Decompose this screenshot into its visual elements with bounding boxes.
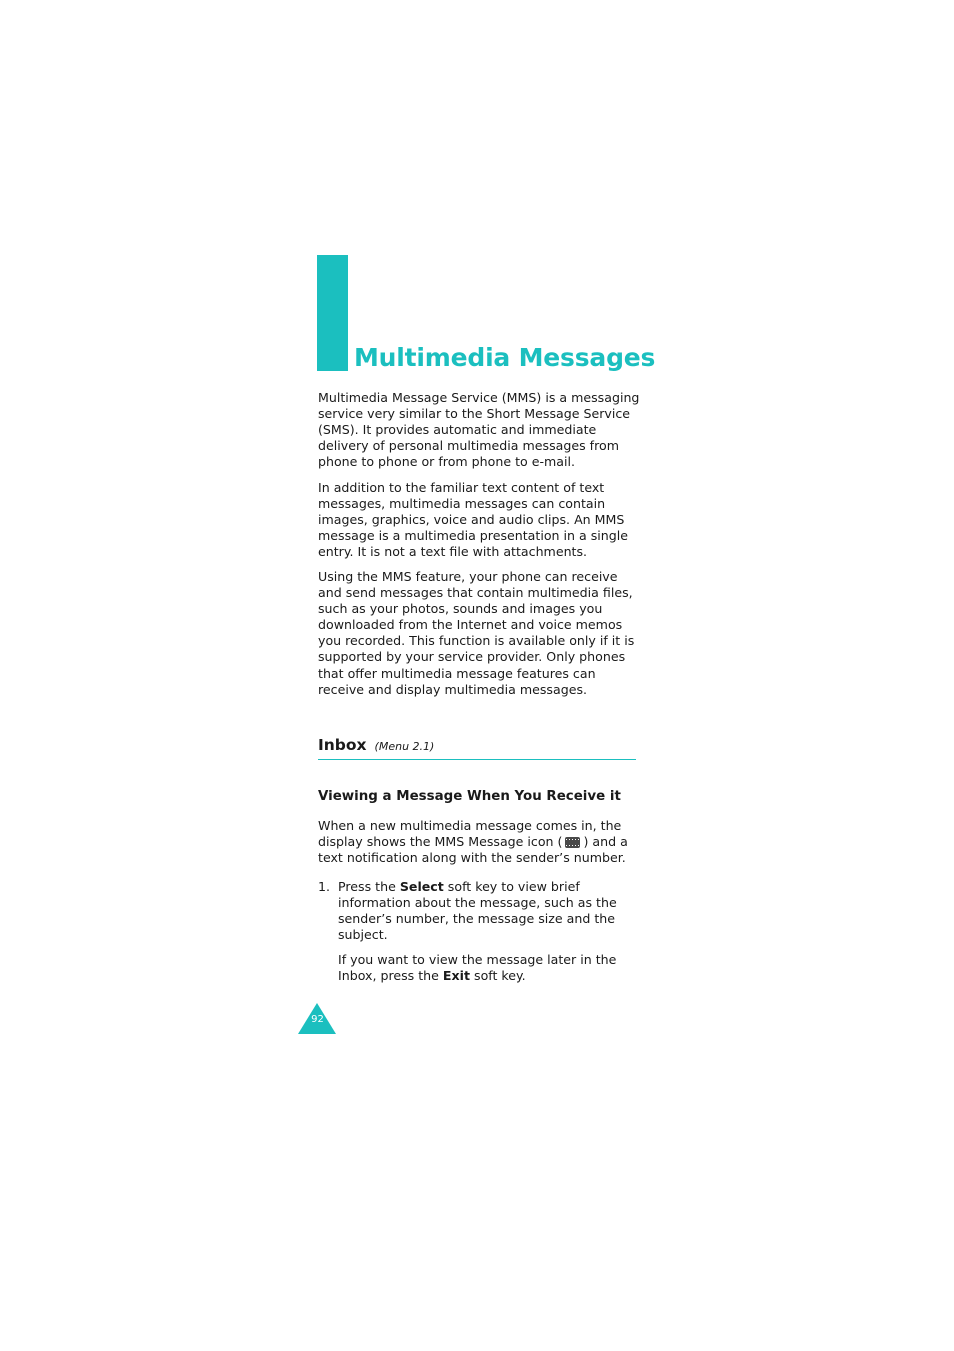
step-1-post: soft key to view brief information about the message, such as the sender’s number, the message size and the subject. <box>338 879 617 943</box>
step-1-note <box>338 952 638 984</box>
mms-message-icon <box>565 837 580 848</box>
intro-paragraph-2: In addition to the familiar text content of text messages, multimedia messages can contain images, graphics, voice and audio clips. An MMS message is a multimedia presentation in a single entry. It is not a text file with attachments. <box>318 480 629 560</box>
page-number: 92 <box>311 1014 324 1025</box>
step-1-note-pre: If you want to view the message later in the Inbox, press the <box>338 952 617 984</box>
receive-paragraph <box>318 818 640 866</box>
page-title: Multimedia Messages <box>354 343 656 372</box>
section-heading: Inbox <box>318 736 367 754</box>
exit-key-label: Exit <box>442 968 470 984</box>
intro-paragraph-3: Using the MMS feature, your phone can receive and send messages that contain multimedia files, such as your photos, sounds and images you downloaded from the Internet and voice memos you recorded. This function is available only if it is supported by your service provider. Only phones that offer multimedia message features can receive and display multimedia messages. <box>318 569 635 697</box>
step-1-note-post: soft key. <box>470 968 526 984</box>
step-number: 1. <box>318 879 331 894</box>
step-1-text <box>338 879 638 943</box>
intro-paragraph-1: Multimedia Message Service (MMS) is a messaging service very similar to the Short Message Service (SMS). It provides automatic and immediate delivery of personal multimedia messages from phone to phone or from phone to e-mail. <box>318 390 640 470</box>
subheading: Viewing a Message When You Receive it <box>318 789 621 804</box>
menu-reference: (Menu 2.1) <box>374 740 435 753</box>
receive-text-end: ) and a text notification along with the sender’s number. <box>318 834 628 866</box>
section-header-inbox <box>318 735 636 760</box>
chapter-accent-bar <box>317 255 348 371</box>
step-1-pre: Press the <box>338 879 400 894</box>
receive-text-start: When a new multimedia message comes in, the display shows the MMS Message icon ( <box>318 818 622 850</box>
select-key-label: Select <box>399 879 444 894</box>
